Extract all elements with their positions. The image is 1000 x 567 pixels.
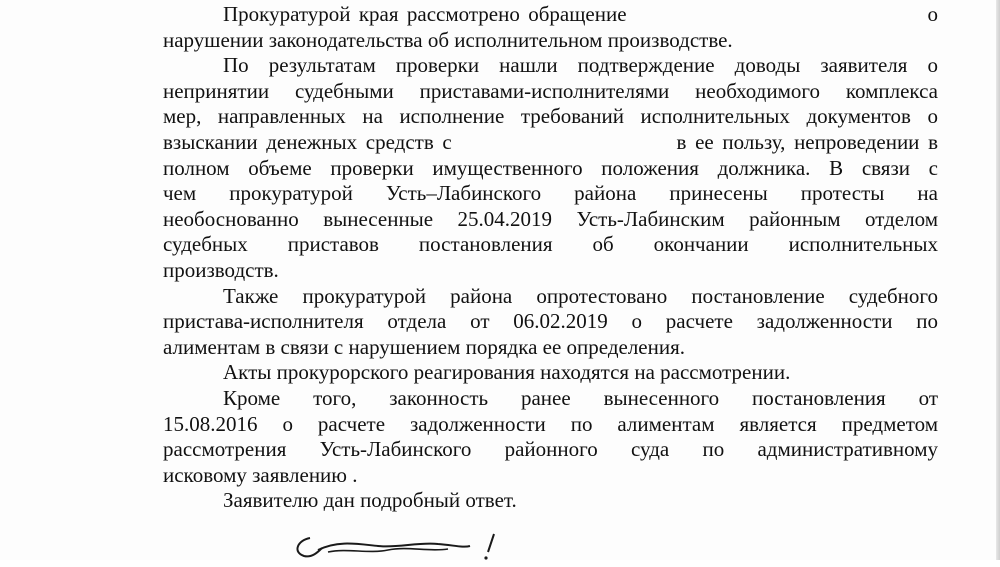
text-line: непринятии судебными приставами-исполнителями необходимого комплекса xyxy=(163,78,938,103)
text-line: Также прокуратурой района опротестовано постановление судебного xyxy=(223,283,938,308)
text-line: полном объеме проверки имущественного положения должника. В связи с xyxy=(163,155,938,180)
text-line: Кроме того, законность ранее вынесенного постановления от xyxy=(223,385,938,410)
text-line: исковому заявлению . xyxy=(163,462,358,487)
text-line: судебных приставов постановления об окончании исполнительных xyxy=(163,232,938,257)
text-line: 15.08.2016 о расчете задолженности по алиментам является предметом xyxy=(163,411,938,436)
text-line: производств. xyxy=(163,257,279,282)
text-line: пристава-исполнителя отдела от 06.02.2019 о расчете задолженности по xyxy=(163,309,938,334)
text-line: взыскании денежных средств с в ее пользу, непроведении в xyxy=(163,129,938,154)
text-line: нарушении законодательства об исполнительном производстве. xyxy=(163,27,733,52)
text-line: рассмотрения Усть-Лабинского районного суда по административному xyxy=(163,437,938,462)
text-line: чем прокуратурой Усть–Лабинского района принесены протесты на xyxy=(163,181,938,206)
text-line: По результатам проверки нашли подтверждение доводы заявителя о xyxy=(223,53,938,78)
handwritten-signature xyxy=(288,530,528,562)
text-line: алиментам в связи с нарушением порядка ее определения. xyxy=(163,334,686,359)
text-line: Акты прокурорского реагирования находятся на рассмотрении. xyxy=(223,360,791,385)
text-line: мер, направленных на исполнение требований исполнительных документов о xyxy=(163,104,938,129)
text-line: Заявителю дан подробный ответ. xyxy=(223,488,517,513)
page-edge-shadow xyxy=(996,0,1000,560)
letter-body xyxy=(163,2,938,514)
text-line: Прокуратурой края рассмотрено обращение о xyxy=(223,2,938,26)
text-line: необоснованно вынесенные 25.04.2019 Усть-Лабинским районным отделом xyxy=(163,206,938,231)
